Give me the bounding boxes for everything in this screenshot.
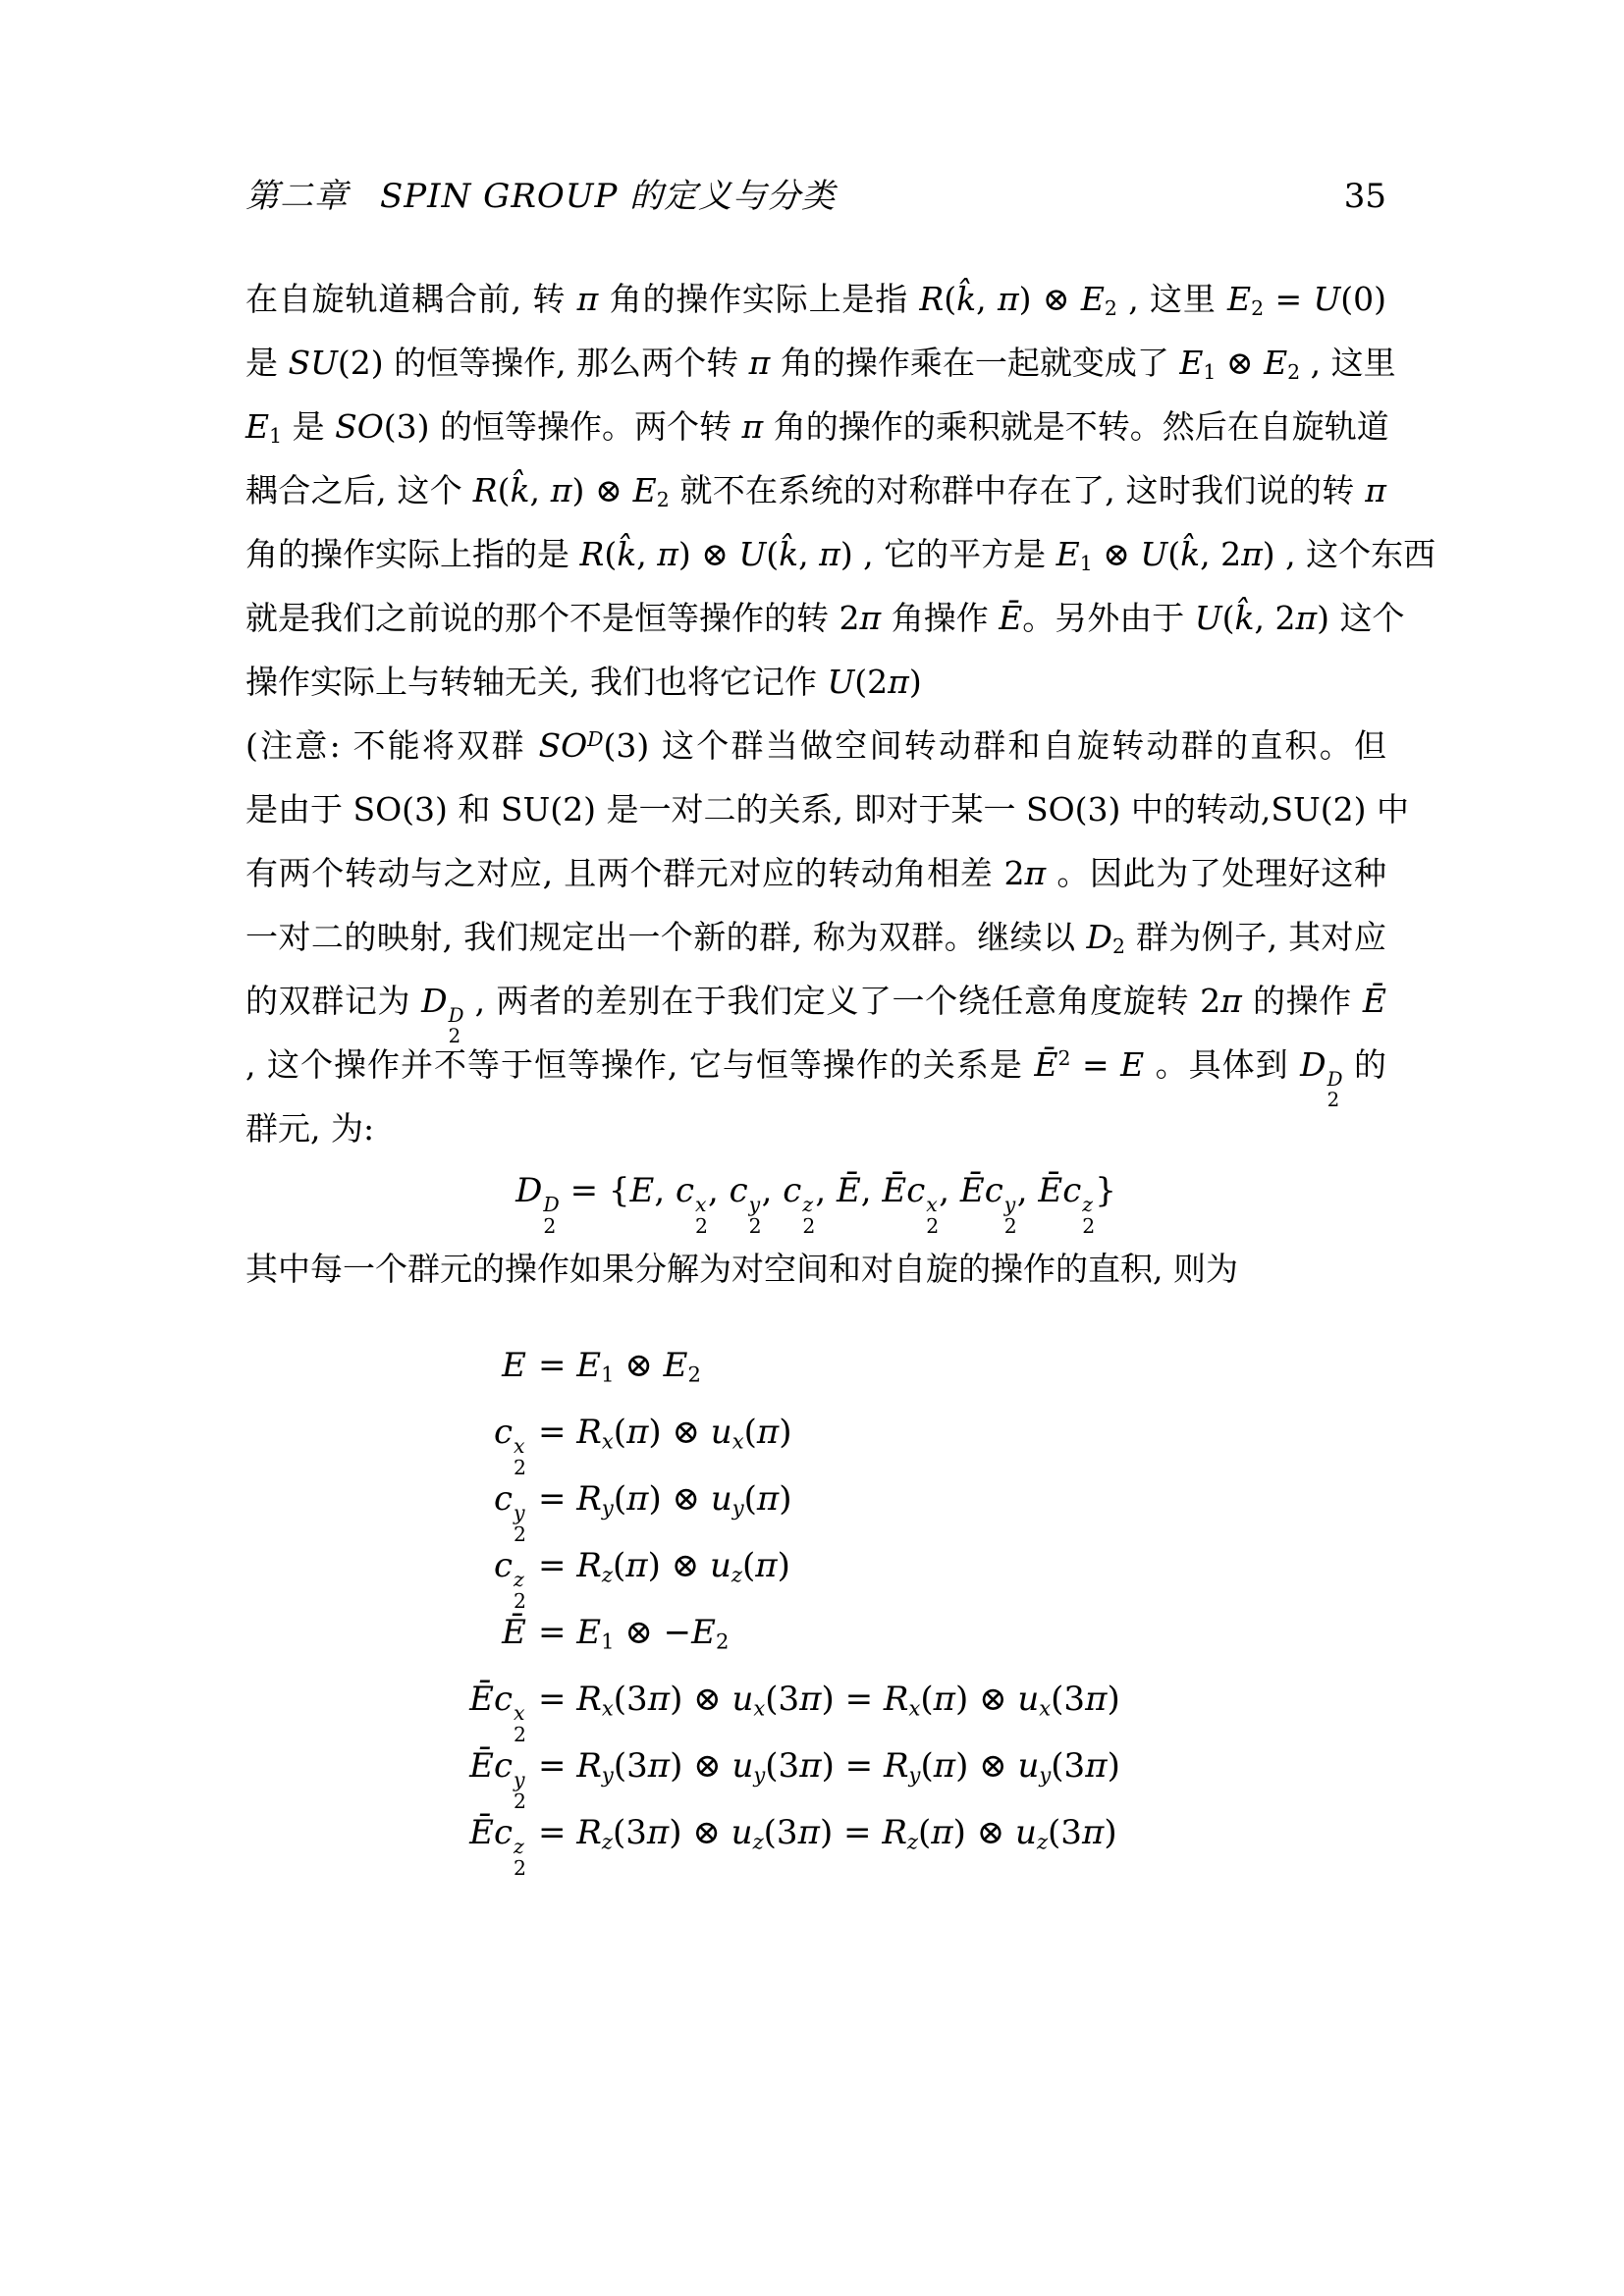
equation-row	[442, 1799, 1386, 1880]
chapter-title: SPIN GROUP 的定义与分类	[380, 177, 837, 216]
equation-row	[442, 1733, 1386, 1813]
paragraph-double-group-note	[245, 714, 1410, 1160]
text-block	[245, 0, 1436, 1880]
equation-lhs: Ē	[502, 1613, 526, 1652]
text-line: 是由于 SO(3) 和 SU(2) 是一对二的关系, 即对于某一 SO(3) 中的转动,SU(2) 中	[245, 790, 1410, 828]
text-line: 在自旋轨道耦合前, 转 π 角的操作实际上是指 R(k̂, π) ⊗ $E_2$ , 这里 $E_2 = U(0)$	[245, 280, 1386, 321]
equation-row	[442, 1532, 1386, 1613]
text-line: $E_1$ 是 SO(3) 的恒等操作。两个转 π 角的操作的乘积就是不转。然后在自旋轨道	[245, 407, 1389, 449]
equation-rhs: = $R_z(\pi)$ ⊗ $u_z(\pi)$	[538, 1546, 790, 1587]
text-line: 是 SU(2) 的恒等操作, 那么两个转 π 角的操作乘在一起就变成了 $E_1$ ⊗ $E_2$ , 这里	[245, 344, 1396, 385]
equation-rhs: = $R_y(3\pi)$ ⊗ $u_y(3\pi) = R_y(\pi)$ ⊗ $u_y(3\pi)$	[538, 1746, 1120, 1788]
equation-lhs: Ēc z 2	[469, 1813, 526, 1880]
text-line: 群元, 为:	[245, 1109, 375, 1148]
equation-rhs: = $E_1$ ⊗ $-E_2$	[538, 1613, 730, 1654]
paragraph-spin-orbit-coupling	[245, 267, 1436, 714]
equation-lhs: E	[502, 1346, 526, 1385]
chapter-heading	[245, 175, 836, 218]
equation-rhs: = $E_1$ ⊗ $E_2$	[538, 1346, 701, 1387]
equation-lhs: c y 2	[493, 1479, 526, 1546]
equation-row	[442, 1666, 1386, 1746]
text-line: 有两个转动与之对应, 且两个群元对应的转动角相差 2π 。因此为了处理好这种	[245, 854, 1386, 892]
equation-lhs: c z 2	[493, 1546, 526, 1613]
paragraph-decomposition-intro	[245, 1237, 1386, 1301]
text-line: 其中每一个群元的操作如果分解为对空间和对自旋的操作的直积, 则为	[245, 1250, 1238, 1288]
text-line: 操作实际上与转轴无关, 我们也将它记作 U(2π)	[245, 663, 922, 701]
equation-row	[442, 1599, 1386, 1666]
equation-lhs: Ēc y 2	[469, 1746, 526, 1813]
equation-row	[442, 1399, 1386, 1479]
page-number: 35	[1343, 177, 1386, 216]
text-line: , 这个操作并不等于恒等操作, 它与恒等操作的关系是 $Ē^2 = E$ 。具体到 D D 2 的	[245, 1045, 1386, 1111]
equation-row	[442, 1332, 1386, 1399]
equation-rhs: = $R_x(3\pi)$ ⊗ $u_x(3\pi) = R_x(\pi)$ ⊗ $u_x(3\pi)$	[538, 1680, 1120, 1721]
equation-block	[442, 1332, 1386, 1880]
text-line: 就是我们之前说的那个不是恒等操作的转 2π 角操作 Ē。另外由于 U(k̂, 2π) 这个	[245, 599, 1405, 637]
text-line: 角的操作实际上指的是 R(k̂, π) ⊗ U(k̂, π) , 它的平方是 $E_1$ ⊗ U(k̂, 2π) , 这个东西	[245, 535, 1436, 576]
equation-lhs: Ēc x 2	[469, 1680, 526, 1746]
text-line: (注意: 不能将双群 $SO^D(3)$ 这个群当做空间转动群和自旋转动群的直积。但	[245, 726, 1386, 765]
equation-rhs: = $R_x(\pi)$ ⊗ $u_x(\pi)$	[538, 1413, 792, 1454]
text-line: 的双群记为 D D 2 , 两者的差别在于我们定义了一个绕任意角度旋转 2π 的操作 Ē	[245, 982, 1386, 1047]
display-equation-group-elements: D D 2 = {E, c x 2 , c y 2 , c z 2 , Ē, Ēc x 2 , Ēc y 2 , Ēc z 2 }	[515, 1171, 1116, 1238]
equation-rhs: = $R_z(3\pi)$ ⊗ $u_z(3\pi) = R_z(\pi)$ ⊗ $u_z(3\pi)$	[538, 1813, 1117, 1854]
text-line: 一对二的映射, 我们规定出一个新的群, 称为双群。继续以 $D_2$ 群为例子, 其对应	[245, 918, 1386, 959]
text-line: 耦合之后, 这个 R(k̂, π) ⊗ $E_2$ 就不在系统的对称群中存在了, 这时我们说的转 π	[245, 471, 1386, 512]
page-header	[245, 175, 1386, 218]
chapter-number: 第二章	[245, 177, 349, 216]
equation-row	[442, 1466, 1386, 1546]
equation-lhs: c x 2	[493, 1413, 526, 1479]
equation-rhs: = $R_y(\pi)$ ⊗ $u_y(\pi)$	[538, 1479, 792, 1521]
